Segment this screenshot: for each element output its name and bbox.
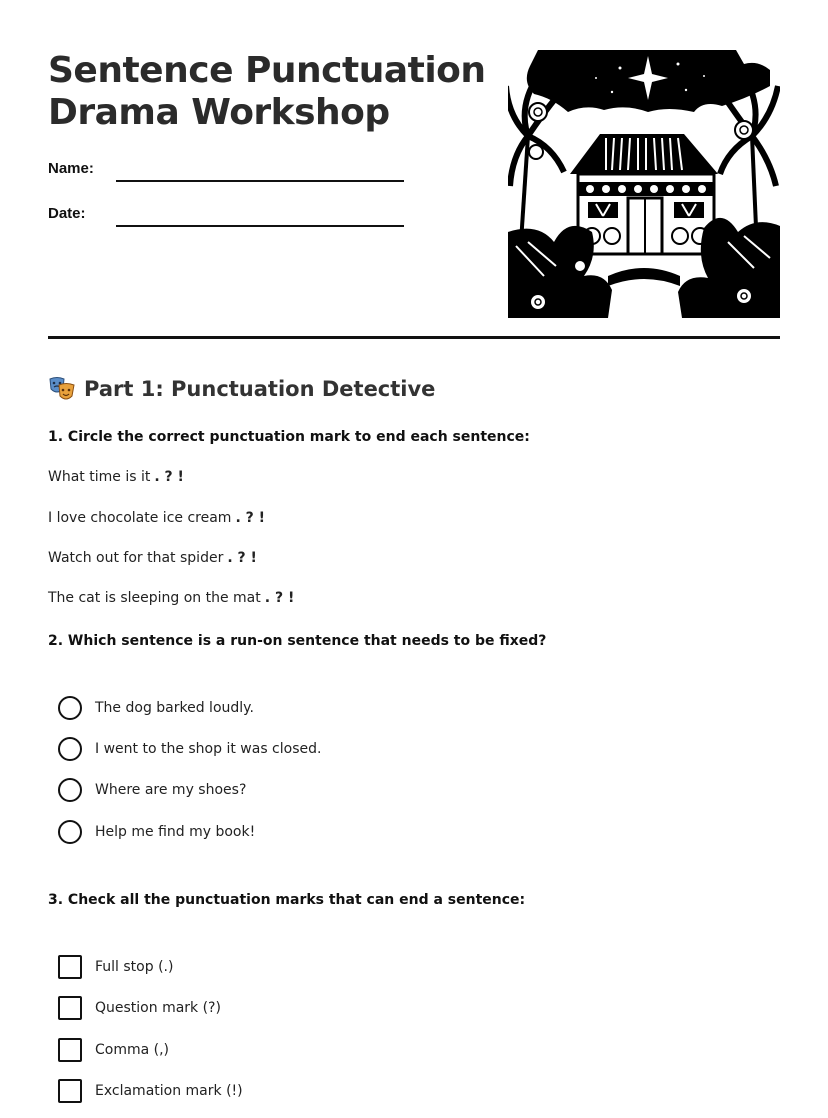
- sentence-item: [48, 469, 184, 485]
- end-mark-option[interactable]: [58, 955, 173, 979]
- end-mark-option[interactable]: [58, 1038, 169, 1062]
- question-1-prompt: 1. Circle the correct punctuation mark to end each sentence:: [48, 429, 530, 445]
- radio-button[interactable]: [58, 737, 82, 761]
- checkbox[interactable]: [58, 1079, 82, 1103]
- punctuation-choices[interactable]: . ? !: [264, 590, 295, 606]
- option-label: Question mark (?): [95, 1000, 221, 1016]
- option-label: Help me find my book!: [95, 824, 256, 840]
- checkbox[interactable]: [58, 996, 82, 1020]
- section-divider: [48, 336, 780, 339]
- sentence-item: [48, 510, 265, 526]
- end-mark-option[interactable]: [58, 996, 221, 1020]
- question-3-prompt: 3. Check all the punctuation marks that can end a sentence:: [48, 892, 526, 908]
- title-line-2: Drama Workshop: [48, 92, 390, 133]
- sentence-text: What time is it: [48, 469, 151, 485]
- option-label: Where are my shoes?: [95, 782, 247, 798]
- punctuation-choices[interactable]: . ? !: [227, 550, 257, 566]
- run-on-option[interactable]: [58, 820, 255, 844]
- run-on-option[interactable]: [58, 696, 254, 720]
- option-label: Exclamation mark (!): [95, 1083, 243, 1099]
- run-on-option[interactable]: [58, 778, 246, 802]
- run-on-option[interactable]: [58, 737, 321, 761]
- sentence-text: The cat is sleeping on the mat: [48, 590, 261, 606]
- sentence-item: [48, 550, 257, 566]
- radio-button[interactable]: [58, 820, 82, 844]
- checkbox[interactable]: [58, 955, 82, 979]
- sentence-item: [48, 590, 294, 606]
- end-mark-option[interactable]: [58, 1079, 243, 1103]
- option-label: Comma (,): [95, 1042, 170, 1058]
- tropical-hut-illustration: [508, 46, 780, 318]
- option-label: I went to the shop it was closed.: [95, 741, 322, 757]
- theater-masks-icon: [48, 375, 76, 403]
- part-1-title: Part 1: Punctuation Detective: [84, 377, 436, 401]
- sentence-text: I love chocolate ice cream: [48, 510, 232, 526]
- date-label: Date:: [48, 205, 86, 222]
- part-1-heading: [48, 372, 435, 406]
- worksheet-title: [48, 50, 486, 134]
- option-label: Full stop (.): [95, 959, 174, 975]
- option-label: The dog barked loudly.: [95, 700, 254, 716]
- radio-button[interactable]: [58, 696, 82, 720]
- name-label: Name:: [48, 160, 94, 177]
- name-field[interactable]: [116, 180, 404, 182]
- question-2-prompt: 2. Which sentence is a run-on sentence that needs to be fixed?: [48, 633, 547, 649]
- date-field[interactable]: [116, 225, 404, 227]
- punctuation-choices[interactable]: . ? !: [154, 469, 184, 485]
- radio-button[interactable]: [58, 778, 82, 802]
- sentence-text: Watch out for that spider: [48, 550, 224, 566]
- punctuation-choices[interactable]: . ? !: [235, 510, 266, 526]
- checkbox[interactable]: [58, 1038, 82, 1062]
- title-line-1: Sentence Punctuation: [48, 50, 486, 91]
